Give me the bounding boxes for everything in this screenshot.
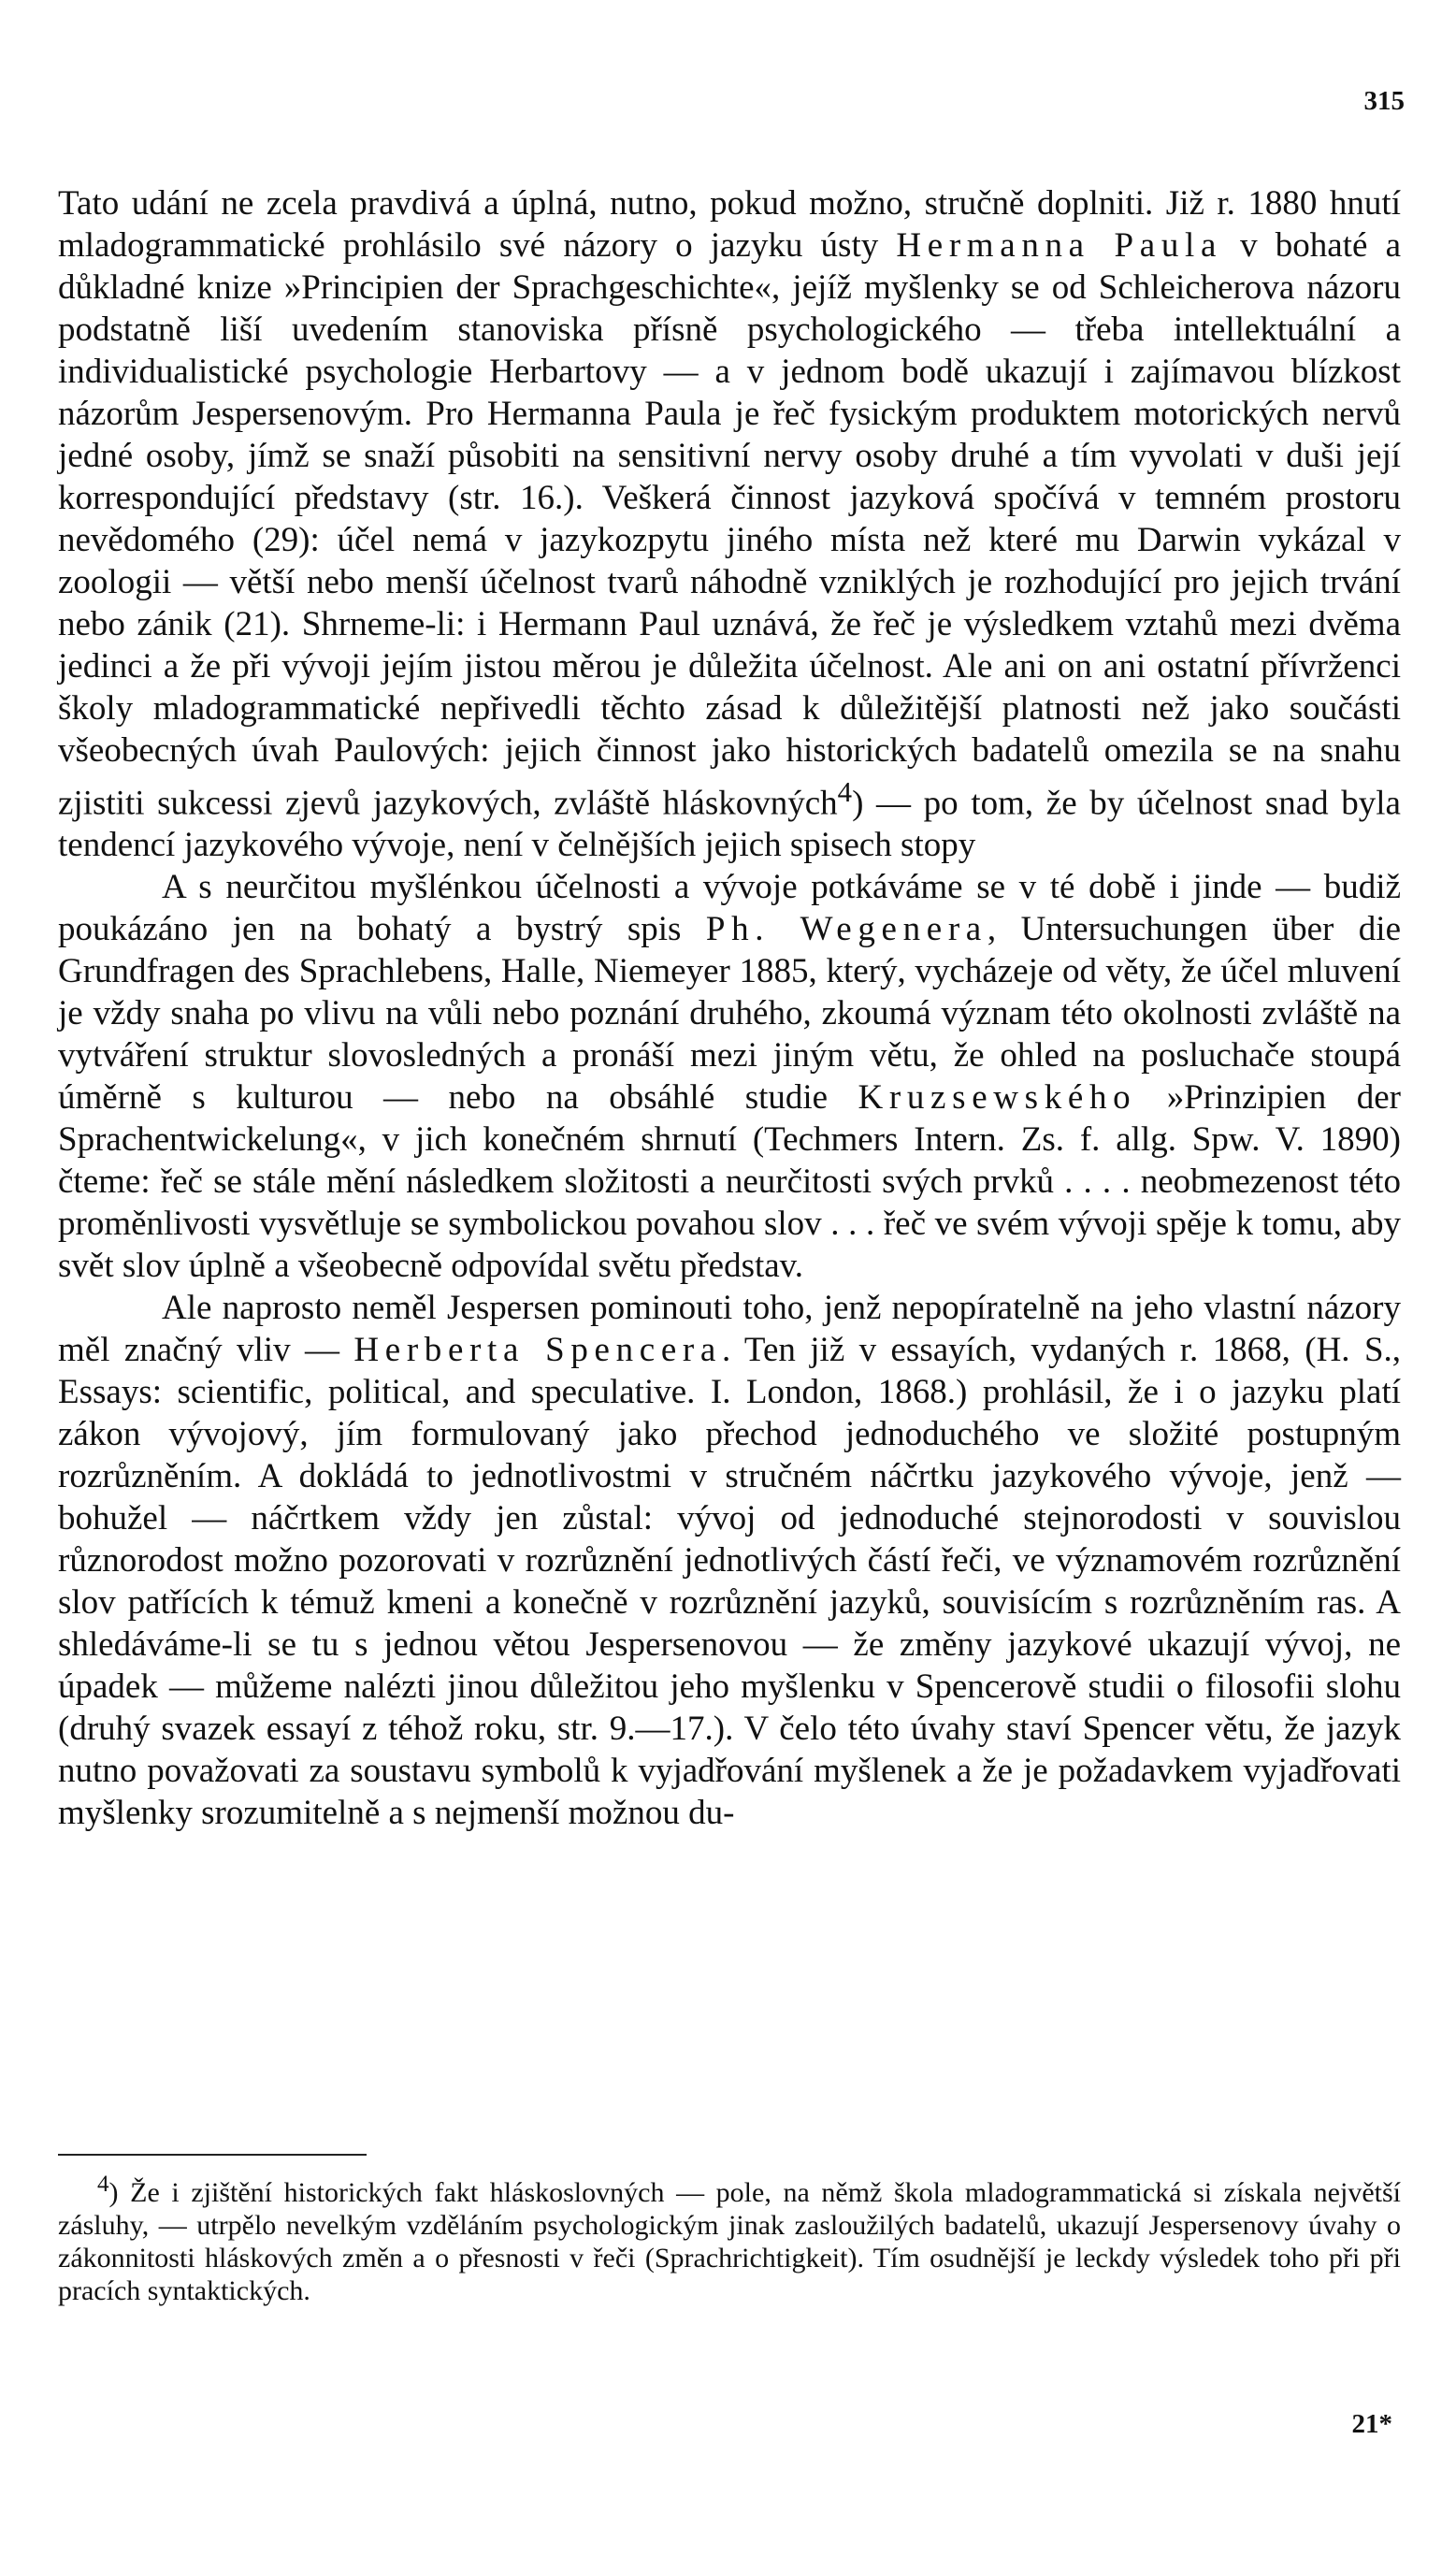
paragraph-2: [58, 866, 1401, 1287]
text-run: ) — po tom, že by účelnost snad byla tendencí jazykového vývoje, není v čelnějších jejich spisech stopy: [58, 784, 1401, 865]
signature-mark: 21*: [1351, 2409, 1392, 2439]
footnote-rule: [58, 2154, 367, 2156]
text-run: , Untersuchungen über die Grundfragen des Sprachlebens, Halle, Niemeyer 1885, který, vycházeje od věty, že účel mluvení je vždy snaha po vlivu na vůli nebo poznání druhého, zkoumá význam této okolnosti zvláště na vytváření struktur slovosledných a pronáší mezi jiným větu, že ohled na posluchače stoupá úměrně s kulturou — nebo na obsáhlé studie: [58, 910, 1401, 1118]
text-run: »Prinzipien der Sprachentwickelung«, v jich konečném shrnutí (Techmers Intern. Zs. f. allg. Spw. V. 1890) čteme: řeč se stále mění následkem složitosti a neurčitosti svých prvků . . . . neobmezenost této proměnlivosti vysvětluje se symbolickou povahou slov . . . řeč ve svém vývoji spěje k tomu, aby svět slov úplně a všeobecně odpovídal světu představ.: [58, 1078, 1401, 1286]
footnote: [58, 2168, 1401, 2307]
text-run: Ale naprosto neměl Jespersen pominouti toho, jenž nepopíratelně na jeho vlastní názory měl značný vliv —: [58, 1289, 1401, 1370]
footnote-ref: 4: [837, 776, 853, 808]
paragraph-3: [58, 1287, 1401, 1834]
paragraph-1: [58, 182, 1401, 866]
spaced-name: Ph. Wegenera: [705, 910, 987, 949]
spaced-name: Hermanna Paula: [896, 226, 1223, 265]
page-number: 315: [1363, 86, 1405, 116]
spaced-name: Herberta Spencera: [353, 1331, 722, 1370]
footnote-marker: 4: [97, 2172, 109, 2197]
text-run: . Ten již v essayích, vydaných r. 1868, (H. S., Essays: scientific, political, and speculative. I. London, 1868.) prohlásil, že i o jazyku platí zákon vývojový, jím formulovaný jako přechod jednoduchého ve složité postupným rozrůzněním. A dokládá to jednotlivostmi v stručném náčrtku jazykového vývoje, jenž — bohužel — náčrtkem vždy jen zůstal: vývoj od jednoduché stejnorodosti v souvislou různorodost možno pozorovati v rozrůznění jednotlivých částí řeči, ve významovém rozrůznění slov patřících k témuž kmeni a konečně v rozrůznění jazyků, souvisícím s rozrůzněním ras. A shledáváme-li se tu s jednou větou Jespersenovou — že změny jazykové ukazují vývoj, ne úpadek — můžeme nalézti jinou důležitou jeho myšlenku v Spencerově studii o filosofii slohu (druhý svazek essayí z téhož roku, str. 9.—17.). V čelo této úvahy staví Spencer větu, že jazyk nutno považovati za soustavu symbolů k vyjadřování myšlenek a že je požadavkem vyjadřovati myšlenky srozumitelně a s nejmenší možnou du-: [58, 1331, 1402, 1833]
footnote-body: [58, 2168, 1401, 2307]
footnote-text: ) Že i zjištění historických fakt hláskoslovných — pole, na němž škola mladogrammatická si získala největší zásluhy, — utrpělo nevelkým vzděláním psychologickým jinak zasloužilých badatelů, ukazují Jespersenovy úvahy o zákonnitosti hláskových změn a o přesnosti v řeči (Sprachrichtigkeit). Tím osudnější je leckdy výsledek toho při při pracích syntaktických.: [58, 2177, 1401, 2306]
spaced-name: Kruzsewského: [858, 1078, 1137, 1118]
main-text: [58, 182, 1401, 1834]
text-run: v bohaté a důkladné knize »Principien der Sprachgeschichte«, jejíž myšlenky se od Schleicherova názoru podstatně liší uvedením stanoviska přísně psychologického — třeba intellektuální a individualistické psychologie Herbartovy — a v jednom bodě ukazují i zajímavou blízkost názorům Jespersenovým. Pro Hermanna Paula je řeč fysickým produktem motorických nervů jedné osoby, jímž se snaží působiti na sensitivní nervy osoby druhé a tím vyvolati v duši její korrespondující představy (str. 16.). Veškerá činnost jazyková spočívá v temném prostoru nevědomého (29): účel nemá v jazykozpytu jiného místa než které mu Darwin vykázal v zoologii — větší nebo menší účelnost tvarů náhodně vzniklých je rozhodující pro jejich trvání nebo zánik (21). Shrneme-li: i Hermann Paul uznává, že řeč je výsledkem vztahů mezi dvěma jedinci a že při vývoji jejím jistou měrou je důležita účelnost. Ale ani on ani ostatní přívrženci školy mladogrammatické nepřivedli těchto zásad k důležitější platnosti než jako součásti všeobecných úvah Paulových: jejich činnost jako historických badatelů omezila se na snahu zjistiti sukcessi zjevů jazykových, zvláště hláskovných: [58, 226, 1401, 823]
text-run: Tato udání ne zcela pravdivá a úplná, nutno, pokud možno, stručně doplniti. Již r. 1880 hnutí mladogrammatické prohlásilo své názory o jazyku ústy: [58, 184, 1401, 265]
text-run: A s neurčitou myšlénkou účelnosti a vývoje potkáváme se v té době i jinde — budiž poukázáno jen na bohatý a bystrý spis: [58, 868, 1401, 949]
